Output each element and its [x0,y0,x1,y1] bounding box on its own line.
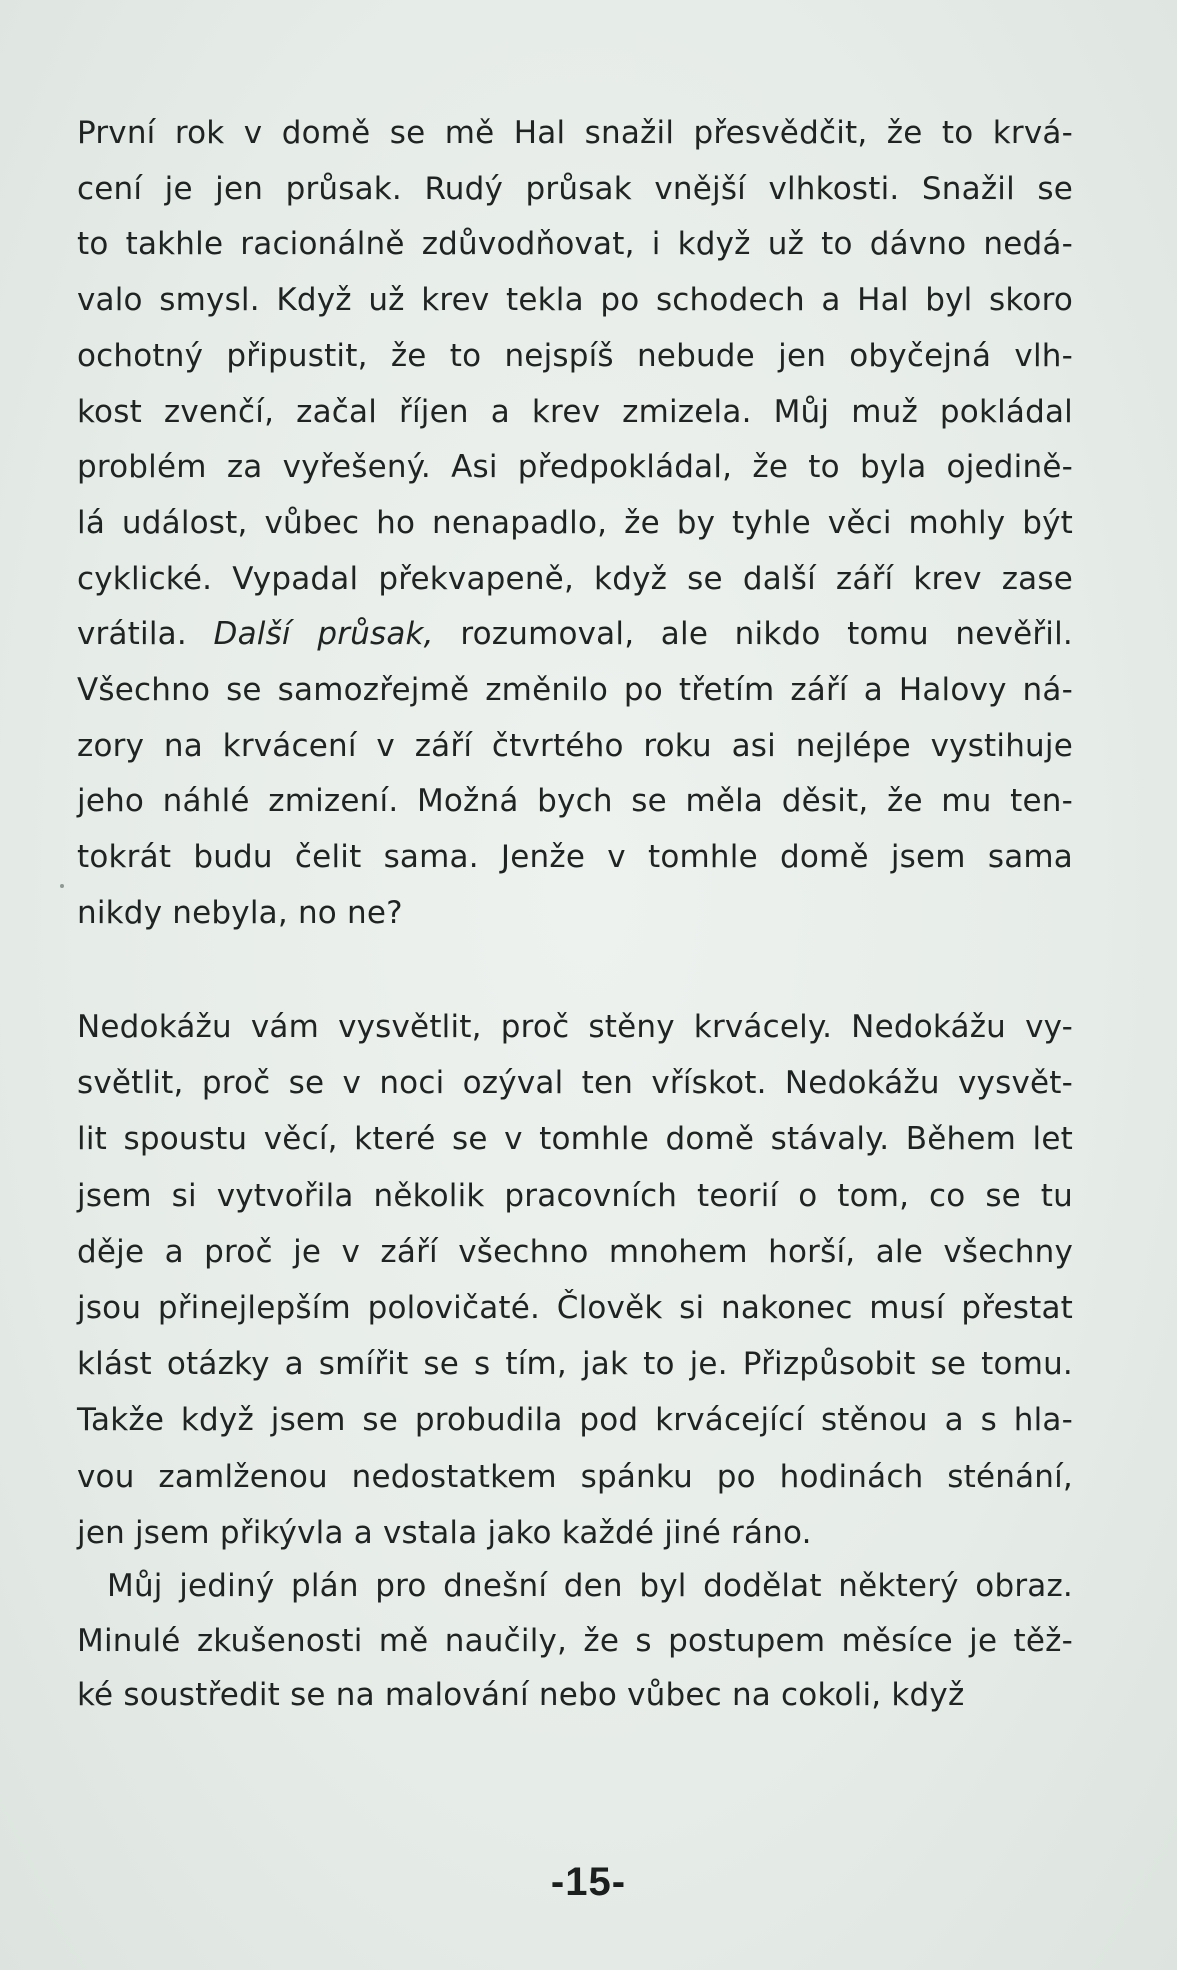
text-line-content: cyklické. Vypadal překvapeně, když se další září krev zase [77,560,1073,597]
text-line-content: to takhle racionálně zdůvodňovat, i když už to dávno nedá- [77,226,1073,263]
text-run: vrátila. [77,616,214,653]
text-line-content [77,612,1073,656]
text-line-content: jeho náhlé zmizení. Možná bych se měla děsit, že mu ten- [77,783,1073,820]
text-line-content: Minulé zkušenosti mě naučily, že s postupem měsíce je těž- [77,1622,1073,1659]
text-line-content: kost zvenčí, začal říjen a krev zmizela. Můj muž pokládal [77,393,1073,430]
text-line-content: valo smysl. Když už krev tekla po schodech a Hal byl skoro [77,282,1073,319]
text-line-content: problém za vyřešený. Asi předpokládal, že to byla ojedině- [77,449,1073,486]
text-line-content: ochotný připustit, že to nejspíš nebude jen obyčejná vlh- [77,337,1073,374]
text-line-content: Můj jediný plán pro dnešní den byl dodělat některý obraz. [107,1568,1073,1604]
text-line-content: děje a proč je v září všechno mnohem horší, ale všechny [77,1233,1073,1270]
text-line-content: klást otázky a smířit se s tím, jak to je. Přizpůsobit se tomu. [77,1346,1073,1383]
speck-decoration [60,884,64,888]
text-line-content: světlit, proč se v noci ozýval ten vřískot. Nedokážu vysvět- [77,1065,1073,1102]
text-line-content: ké soustředit se na malování nebo vůbec na cokoli, když [77,1677,965,1713]
text-line-content: vou zamlženou nedostatkem spánku po hodinách sténání, [77,1458,1073,1495]
text-line-content: nikdy nebyla, no ne? [77,894,403,931]
italic-text-run: Další průsak, [213,616,434,653]
text-line-content: jsou přinejlepším polovičaté. Člověk si nakonec musí přestat [77,1290,1073,1326]
text-line-content: jsem si vytvořila několik pracovních teorií o tom, co se tu [77,1177,1073,1214]
text-line-content: Takže když jsem se probudila pod krvácející stěnou a s hla- [77,1402,1073,1439]
text-line-content: zory na krvácení v září čtvrtého roku asi nejlépe vystihuje [77,727,1073,764]
text-line-content: cení je jen průsak. Rudý průsak vnější vlhkosti. Snažil se [77,170,1073,207]
text-line-content: jen jsem přikývla a vstala jako každé jiné ráno. [77,1514,812,1551]
text-run: rozumoval, ale nikdo tomu nevěřil. [433,616,1073,653]
text-line-content: lá událost, vůbec ho nenapadlo, že by tyhle věci mohly být [77,504,1073,541]
text-line-content: Nedokážu vám vysvětlit, proč stěny krvácely. Nedokážu vy- [77,1009,1073,1045]
text-line-content: tokrát budu čelit sama. Jenže v tomhle domě jsem sama [77,839,1073,876]
text-line-content: lit spoustu věcí, které se v tomhle domě stávaly. Během let [77,1121,1073,1158]
page-number: -15- [550,1860,627,1904]
text-line-content: Všechno se samozřejmě změnilo po třetím září a Halovy ná- [77,672,1073,708]
text-line-content: První rok v domě se mě Hal snažil přesvědčit, že to krvá- [77,115,1073,151]
